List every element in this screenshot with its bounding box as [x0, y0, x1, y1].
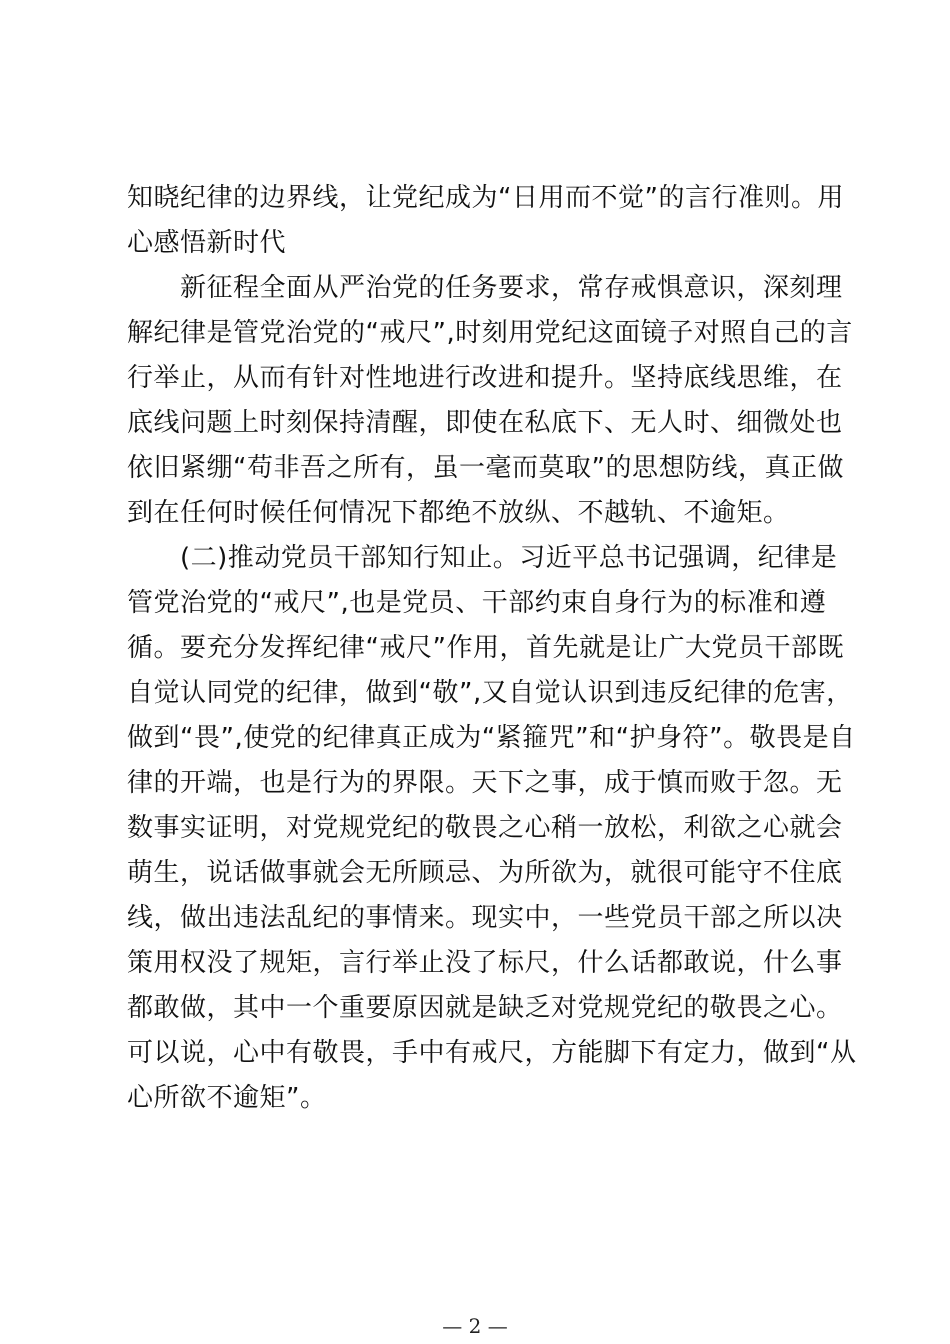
text-line: 线，做出违法乱纪的事情来。现实中，一些党员干部之所以决	[127, 903, 843, 933]
body-text	[127, 176, 857, 1121]
text-line: 依旧紧绷“苟非吾之所有，虽一毫而莫取”的思想防线，真正做	[127, 453, 844, 483]
page-number: — 2 —	[442, 1314, 508, 1338]
text-line: 数事实证明，对党规党纪的敬畏之心稍一放松，利欲之心就会	[127, 813, 843, 843]
text-line: 律的开端，也是行为的界限。天下之事，成于慎而败于忽。无	[127, 768, 843, 798]
text-line: 到在任何时候任何情况下都绝不放纵、不越轨、不逾矩。	[127, 498, 790, 528]
text-line: 心所欲不逾矩”。	[127, 1083, 327, 1113]
text-line: 心感悟新时代	[127, 228, 287, 258]
text-line: (二)推动党员干部知行知止。习近平总书记强调，纪律是	[127, 543, 838, 573]
text-line: 自觉认同党的纪律，做到“敬”,又自觉认识到违反纪律的危害，	[127, 678, 853, 708]
text-line: 萌生，说话做事就会无所顾忌、为所欲为，就很可能守不住底	[127, 858, 843, 888]
text-line: 新征程全面从严治党的任务要求，常存戒惧意识，深刻理	[127, 273, 843, 303]
text-line: 都敢做，其中一个重要原因就是缺乏对党规党纪的敬畏之心。	[127, 993, 843, 1023]
text-line: 循。要充分发挥纪律“戒尺”作用，首先就是让广大党员干部既	[127, 633, 844, 663]
text-line: 解纪律是管党治党的“戒尺”,时刻用党纪这面镜子对照自己的言	[127, 318, 853, 348]
text-line: 管党治党的“戒尺”,也是党员、干部约束自身行为的标准和遵	[127, 588, 827, 618]
text-line: 策用权没了规矩，言行举止没了标尺，什么话都敢说，什么事	[127, 948, 843, 978]
text-line: 行举止，从而有针对性地进行改进和提升。坚持底线思维，在	[127, 363, 843, 393]
text-line: 知晓纪律的边界线，让党纪成为“日用而不觉”的言行准则。用	[127, 183, 844, 213]
text-line: 可以说，心中有敬畏，手中有戒尺，方能脚下有定力，做到“从	[127, 1038, 857, 1068]
text-line: 底线问题上时刻保持清醒，即使在私底下、无人时、细微处也	[127, 408, 843, 438]
text-line: 做到“畏”,使党的纪律真正成为“紧箍咒”和“护身符”。敬畏是自	[127, 723, 856, 753]
